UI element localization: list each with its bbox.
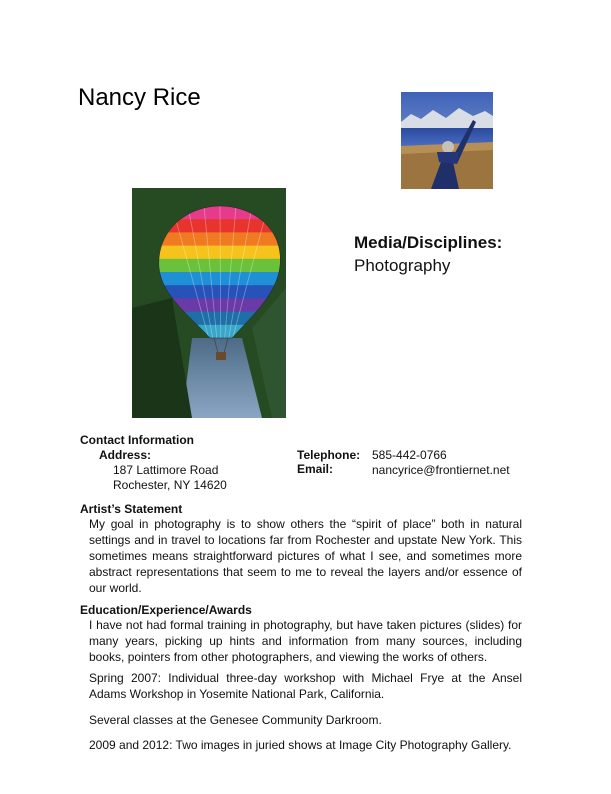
artist-portrait-photo: [401, 92, 493, 189]
email-label: Email:: [297, 462, 334, 476]
email-value: nancyrice@frontiernet.net: [372, 463, 510, 477]
artist-statement-text: My goal in photography is to show others the “spirit of place” both in natural settings and in travel to locations far from Rochester and upstate New York. This sometimes means straightforward pictures of what I see, and sometimes more abstract representations that seem to me to reveal the layers and/or essence of our world.: [89, 517, 522, 595]
contact-heading: Contact Information: [80, 433, 194, 447]
telephone-value: 585-442-0766: [372, 448, 447, 462]
portrait-image: [401, 92, 493, 189]
address-line-2: Rochester, NY 14620: [113, 478, 227, 492]
balloon-image: [132, 188, 286, 418]
media-disciplines-value: Photography: [354, 256, 451, 275]
education-paragraph-3: Several classes at the Genesee Community Darkroom.: [89, 713, 382, 727]
media-disciplines-heading: Media/Disciplines:: [354, 233, 503, 252]
telephone-label: Telephone:: [297, 448, 361, 462]
artist-name: Nancy Rice: [78, 84, 201, 111]
address-line-1: 187 Lattimore Road: [113, 463, 219, 477]
address-label: Address:: [99, 448, 152, 462]
education-paragraph-1: I have not had formal training in photography, but have taken pictures (slides) for many years, picking up hints and information from many sources, including books, pointers from other photographers, and viewing the works of others.: [89, 618, 522, 664]
education-paragraph-2: Spring 2007: Individual three-day workshop with Michael Frye at the Ansel Adams Workshop in Yosemite National Park, California.: [89, 671, 522, 701]
hot-air-balloon-photo: [132, 188, 286, 418]
artist-statement-heading: Artist’s Statement: [80, 502, 183, 516]
education-heading: Education/Experience/Awards: [80, 603, 252, 617]
education-paragraph-4: 2009 and 2012: Two images in juried shows at Image City Photography Gallery.: [89, 738, 512, 752]
